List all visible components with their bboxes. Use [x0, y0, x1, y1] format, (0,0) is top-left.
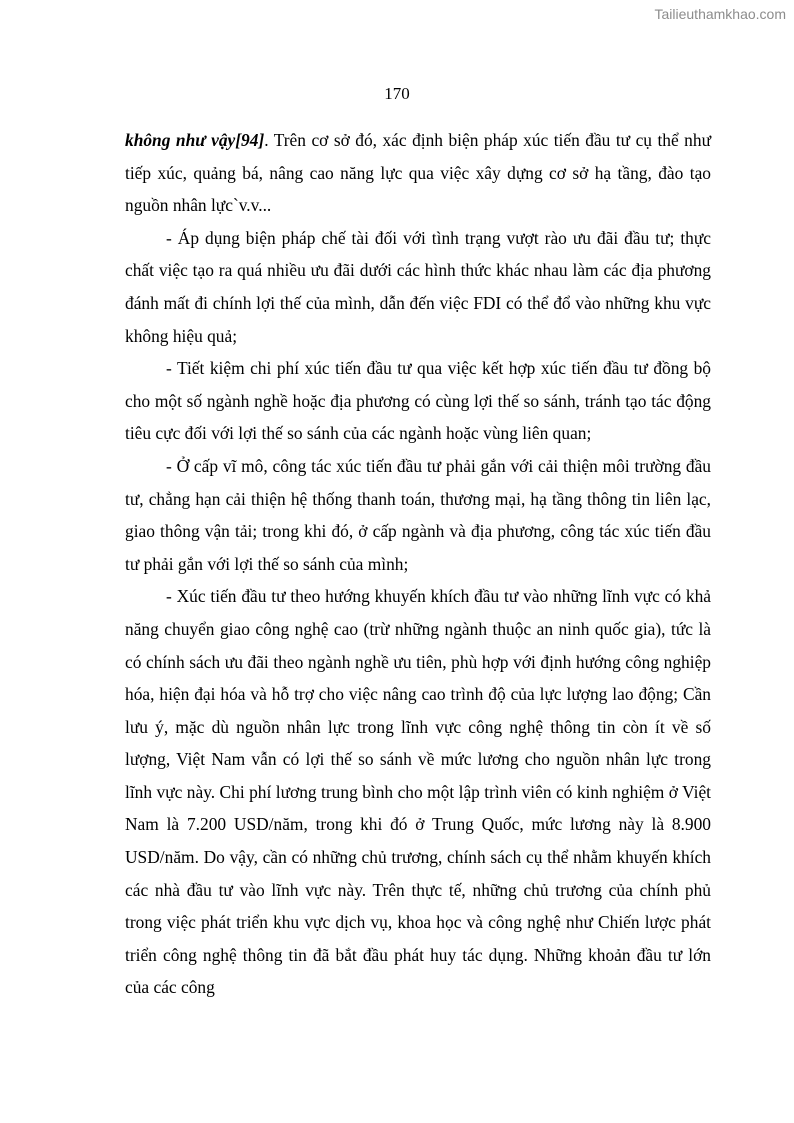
paragraph-macro-level: - Ở cấp vĩ mô, công tác xúc tiến đầu tư phải gắn với cải thiện môi trường đầu tư, chẳng hạn cải thiện hệ thống thanh toán, thương mại, hạ tầng thông tin liên lạc, giao thông vận tải; trong khi đó, ở cấp ngành và địa phương, công tác xúc tiến đầu tư phải gắn với lợi thế so sánh của mình;	[125, 455, 711, 574]
document-body	[125, 124, 711, 1004]
intro-paragraph-text: . Trên cơ sở đó, xác định biện pháp xúc tiến đầu tư cụ thể như tiếp xúc, quảng bá, nâng cao năng lực qua việc xây dựng cơ sở hạ tầng, đào tạo nguồn nhân lực`v.v...	[125, 130, 711, 216]
paragraph-cost-saving: - Tiết kiệm chi phí xúc tiến đầu tư qua việc kết hợp xúc tiến đầu tư đồng bộ cho một số ngành nghề hoặc địa phương có cùng lợi thế so sánh, tránh tạo tác động tiêu cực đối với lợi thế so sánh của các ngành hoặc vùng liên quan;	[125, 358, 711, 444]
page-number: 170	[384, 84, 410, 103]
paragraph-technology-transfer: - Xúc tiến đầu tư theo hướng khuyến khích đầu tư vào những lĩnh vực có khả năng chuyển giao công nghệ cao (trừ những ngành thuộc an ninh quốc gia), tức là có chính sách ưu đãi theo ngành nghề ưu tiên, phù hợp với định hướng công nghiệp hóa, hiện đại hóa và hỗ trợ cho việc nâng cao trình độ của lực lượng lao động; Cần lưu ý, mặc dù nguồn nhân lực trong lĩnh vực công nghệ thông tin còn ít về số lượng, Việt Nam vẫn có lợi thế so sánh về mức lương cho nguồn nhân lực trong lĩnh vực này. Chi phí lương trung bình cho một lập trình viên có kinh nghiệm ở Việt Nam là 7.200 USD/năm, trong khi đó ở Trung Quốc, mức lương này là 8.900 USD/năm. Do vậy, cần có những chủ trương, chính sách cụ thể nhằm khuyến khích các nhà đầu tư vào lĩnh vực này. Trên thực tế, những chủ trương của chính phủ trong việc phát triển khu vực dịch vụ, khoa học và công nghệ như Chiến lược phát triển công nghệ thông tin đã bắt đầu phát huy tác dụng. Những khoản đầu tư lớn của các công	[125, 586, 711, 998]
watermark-text: Tailieuthamkhao.com	[654, 6, 786, 22]
intro-paragraph	[125, 124, 711, 222]
citation-reference: không như vậy[94]	[125, 130, 265, 150]
paragraph-sanction-measures: - Áp dụng biện pháp chế tài đối với tình trạng vượt rào ưu đãi đầu tư; thực chất việc tạo ra quá nhiều ưu đãi dưới các hình thức khác nhau làm các địa phương đánh mất đi chính lợi thế của mình, dẫn đến việc FDI có thể đổ vào những khu vực không hiệu quả;	[125, 227, 711, 346]
